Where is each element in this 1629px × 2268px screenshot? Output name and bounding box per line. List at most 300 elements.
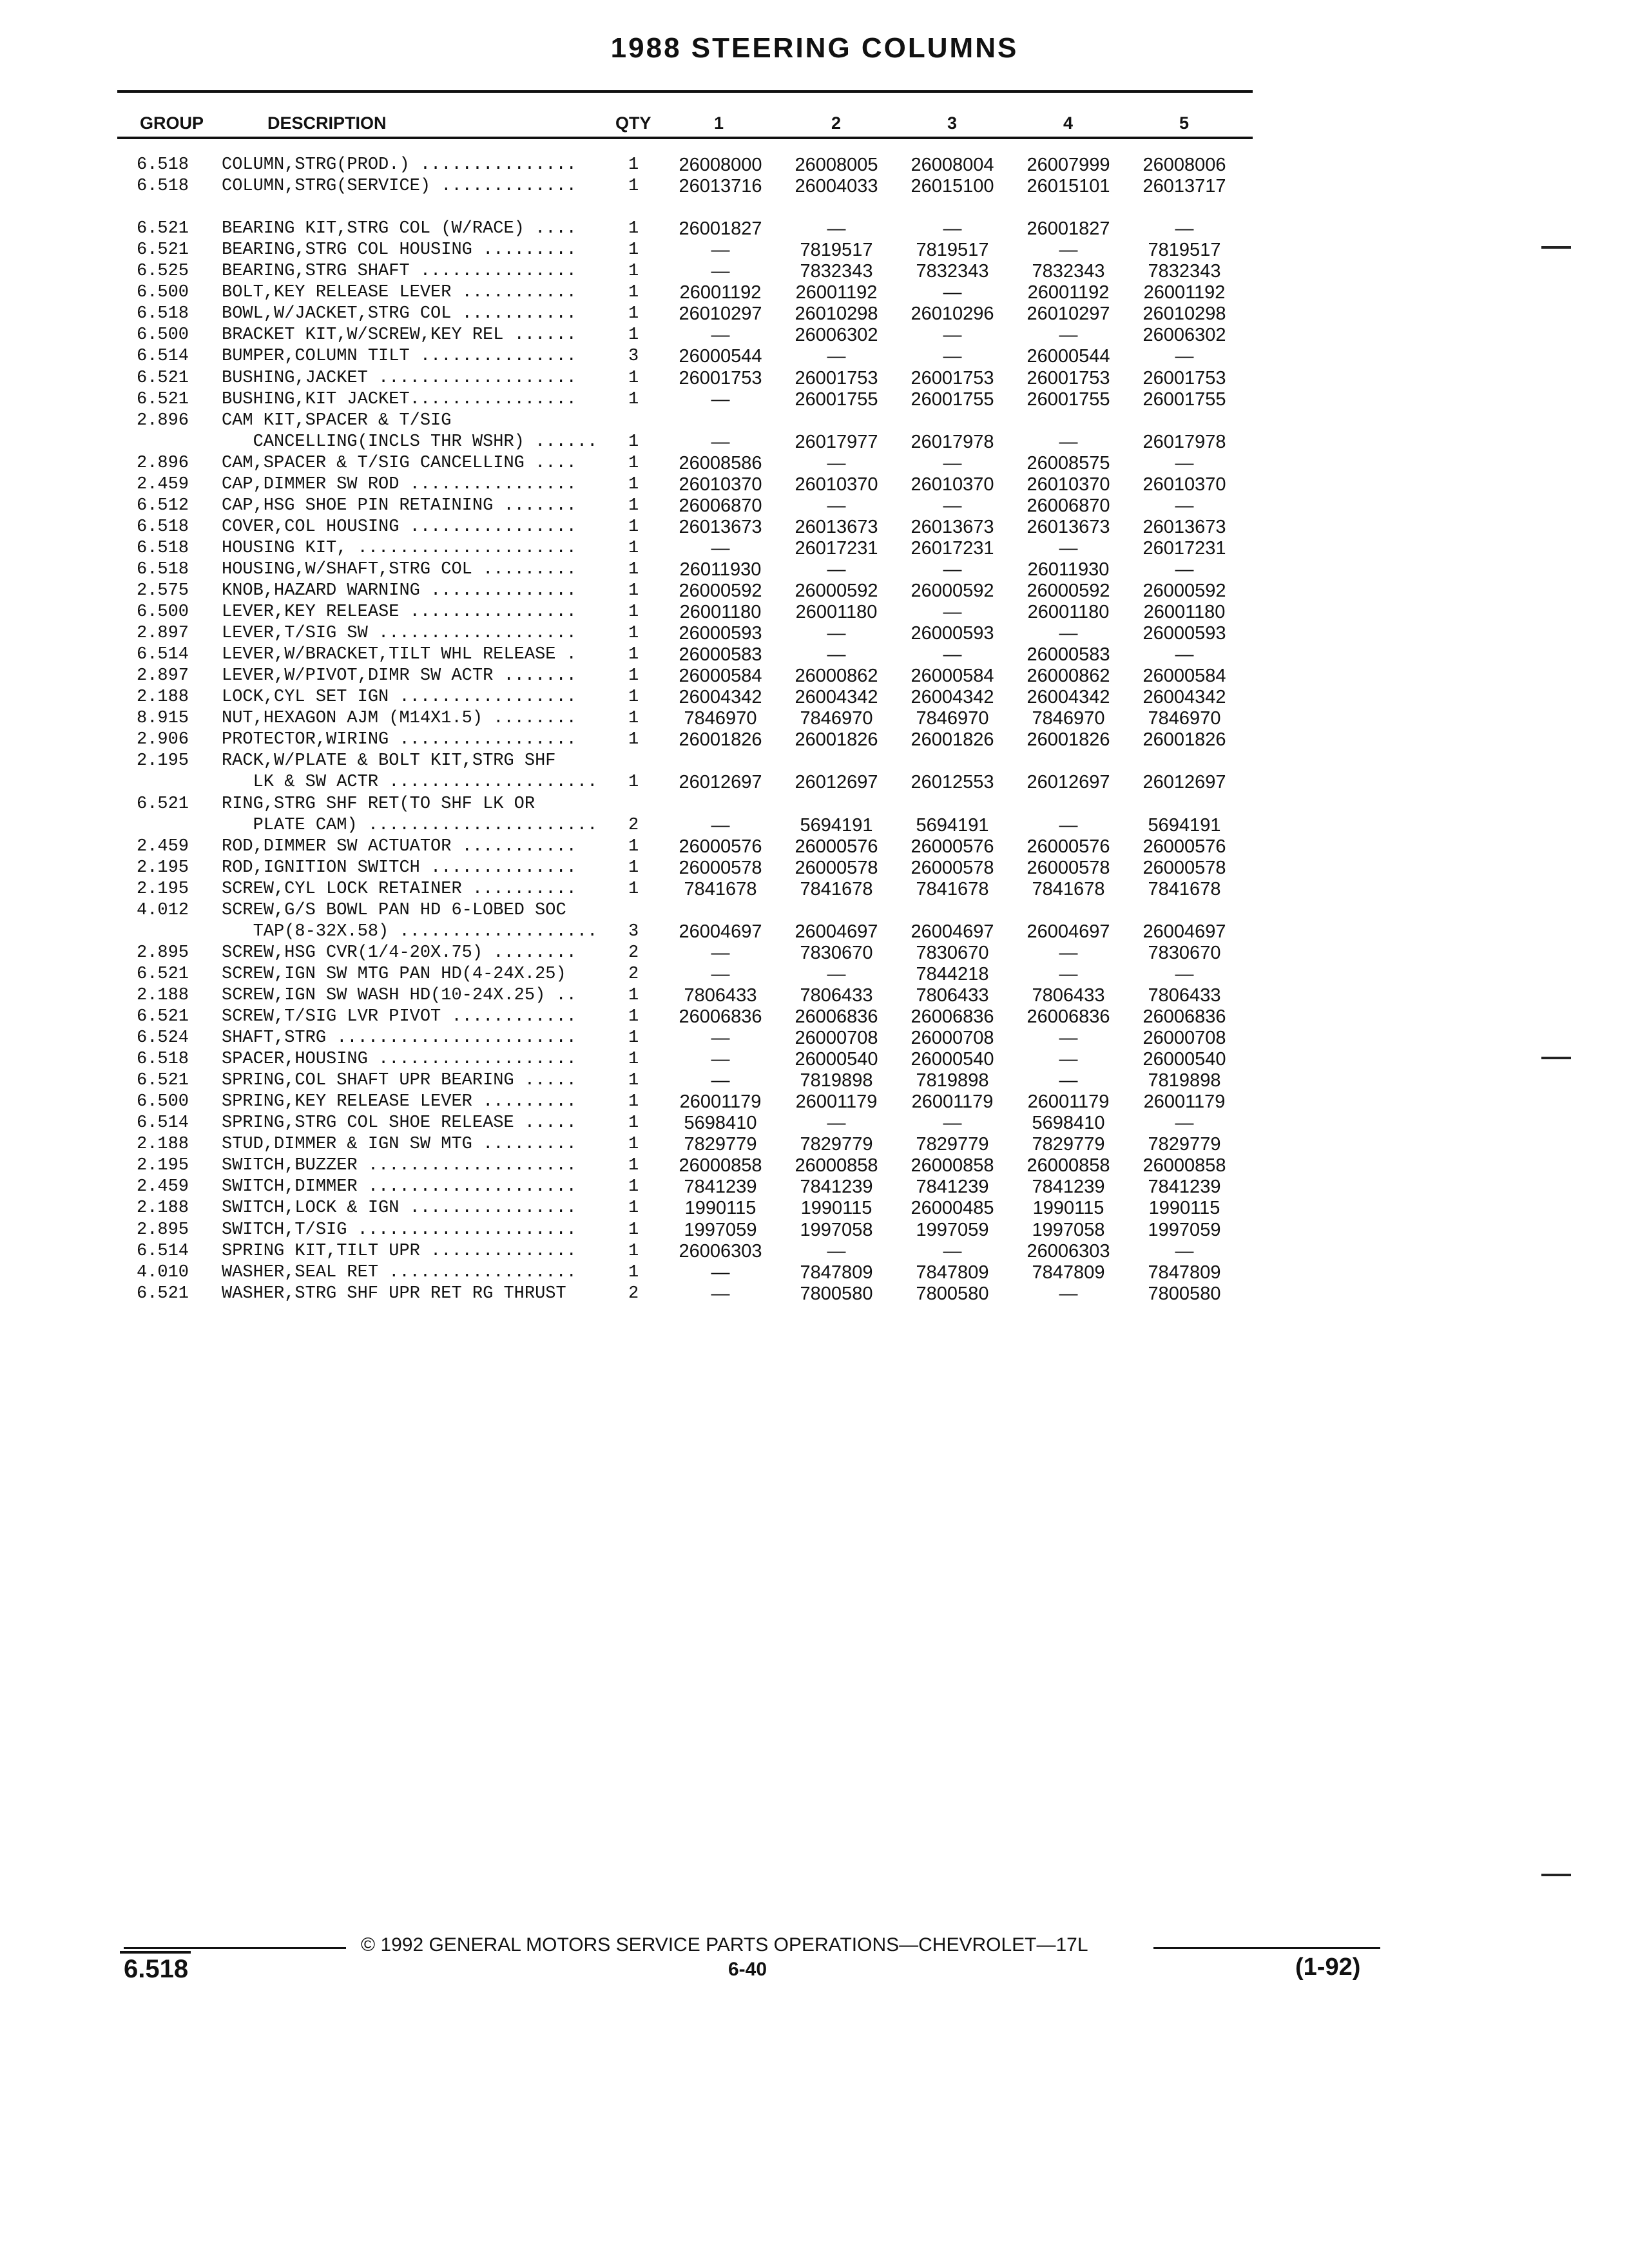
part-number-cell: 26012697 [795,772,878,793]
group-cell: 6.500 [137,283,189,303]
part-number-cell: 26017231 [911,537,994,559]
qty-cell: 1 [628,1198,639,1218]
description-cell: SPRING KIT,TILT UPR .............. [222,1241,577,1261]
part-number-cell: 7841678 [800,878,873,899]
qty-cell: 1 [628,1135,639,1155]
part-number-cell: 7846970 [1148,708,1221,729]
header-description: DESCRIPTION [267,113,387,133]
part-number-cell: 26013673 [1142,516,1226,537]
part-number-cell: 26001827 [679,218,762,240]
header-col-3: 3 [947,113,958,133]
description-cell: BOWL,W/JACKET,STRG COL ........... [222,304,577,324]
part-number-cell: 7841239 [684,1177,757,1198]
table-row [0,155,1629,176]
table-row [0,581,1629,602]
qty-cell: 1 [628,1028,639,1048]
part-number-cell: — [943,602,962,623]
qty-cell: 1 [628,1156,639,1176]
part-number-cell: 26000578 [911,857,994,878]
table-row [0,1177,1629,1198]
group-cell: 2.897 [137,624,189,644]
part-number-cell: 26006302 [1142,325,1226,346]
part-number-cell: 26004342 [1027,687,1110,708]
part-number-cell: 1997059 [1148,1219,1221,1240]
qty-cell: 1 [628,1262,639,1282]
qty-cell: 1 [628,687,639,707]
part-number-cell: 26013673 [911,516,994,537]
description-cell: CAM,SPACER & T/SIG CANCELLING .... [222,453,577,473]
qty-cell: 1 [628,1177,639,1197]
description-cell: PLATE CAM) ...................... [222,815,598,835]
description-cell: BRACKET KIT,W/SCREW,KEY REL ...... [222,325,577,345]
qty-cell: 1 [628,304,639,324]
qty-cell: 1 [628,666,639,686]
margin-mark [1541,246,1571,249]
table-row [0,794,1629,815]
table-row [0,346,1629,367]
part-number-cell: 7832343 [916,261,989,282]
part-number-cell: 26010370 [1027,474,1110,495]
part-number-cell: — [827,963,846,985]
part-number-cell: 26010298 [1142,303,1226,325]
table-row [0,623,1629,644]
part-number-cell: 7819517 [800,240,873,261]
part-number-cell: — [827,218,846,240]
group-cell: 4.012 [137,900,189,920]
footer-rule-right [1153,1947,1380,1949]
group-cell: 6.521 [137,1071,189,1091]
description-cell: PROTECTOR,WIRING ................. [222,730,577,750]
part-number-cell: — [711,1070,730,1091]
part-number-cell: 7819898 [916,1070,989,1091]
part-number-cell: 26012697 [1142,772,1226,793]
part-number-cell: 7832343 [800,261,873,282]
part-number-cell: — [827,559,846,580]
part-number-cell: — [1175,559,1194,580]
part-number-cell: — [943,495,962,516]
part-number-cell: 7819898 [800,1070,873,1091]
description-cell: SWITCH,LOCK & IGN ................ [222,1198,577,1218]
part-number-cell: 26001192 [679,282,762,303]
part-number-cell: 26001755 [1027,389,1110,410]
part-number-cell: — [711,1028,730,1049]
part-number-cell: 26000540 [911,1049,994,1070]
qty-cell: 1 [628,602,639,622]
part-number-cell: 26017231 [795,537,878,559]
part-number-cell: — [1059,1283,1078,1304]
qty-cell: 1 [628,836,639,856]
part-number-cell: 26001753 [1027,367,1110,389]
part-number-cell: 26006836 [1027,1006,1110,1027]
table-row [0,559,1629,581]
qty-cell: 3 [628,921,639,941]
qty-cell: 1 [628,538,639,558]
part-number-cell: 1997058 [1032,1219,1105,1240]
footer-rule-left [124,1947,346,1949]
group-cell: 2.195 [137,879,189,899]
part-number-cell: — [1059,1070,1078,1091]
description-cell: BEARING,STRG COL HOUSING ......... [222,240,577,260]
part-number-cell: 7846970 [800,708,873,729]
description-cell: ROD,DIMMER SW ACTUATOR ........... [222,836,577,856]
part-number-cell: 7800580 [800,1283,873,1304]
qty-cell: 1 [628,474,639,494]
part-number-cell: — [711,240,730,261]
qty-cell: 1 [628,1220,639,1240]
description-cell: CAP,HSG SHOE PIN RETAINING ....... [222,495,577,515]
part-number-cell: — [1175,218,1194,240]
part-number-cell: 7806433 [1032,985,1105,1006]
qty-cell: 1 [628,432,639,452]
group-cell: 2.188 [137,687,189,707]
part-number-cell: 26001180 [1143,602,1226,623]
part-number-cell: 26015100 [911,176,994,197]
part-number-cell: — [827,495,846,516]
table-row [0,772,1629,793]
part-number-cell: 26001753 [1142,367,1226,389]
group-cell: 6.514 [137,1241,189,1261]
part-number-cell: 26010298 [795,303,878,325]
header-col-4: 4 [1063,113,1074,133]
part-number-cell: 26004342 [1142,687,1226,708]
part-number-cell: 7832343 [1148,261,1221,282]
part-number-cell: — [943,218,962,240]
part-number-cell: 26000593 [911,623,994,644]
part-number-cell: 26001826 [1142,729,1226,751]
table-row [0,517,1629,538]
part-number-cell: — [711,963,730,985]
part-number-cell: 26004033 [795,176,878,197]
part-number-cell: 26010296 [911,303,994,325]
part-number-cell: 7800580 [916,1283,989,1304]
group-cell: 6.521 [137,240,189,260]
group-cell: 6.521 [137,1007,189,1026]
part-number-cell: 7847809 [800,1262,873,1283]
part-number-cell: 26010370 [795,474,878,495]
group-cell: 6.521 [137,1283,189,1303]
part-number-cell: 7841678 [684,878,757,899]
part-number-cell: 7847809 [1148,1262,1221,1283]
part-number-cell: — [943,644,962,666]
part-number-cell: — [1059,1049,1078,1070]
part-number-cell: 7829779 [916,1134,989,1155]
qty-cell: 1 [628,581,639,601]
qty-cell: 1 [628,240,639,260]
part-number-cell: 26000584 [1142,666,1226,687]
description-cell: SCREW,G/S BOWL PAN HD 6-LOBED SOC [222,900,566,920]
group-cell: 2.896 [137,410,189,430]
description-cell: LEVER,KEY RELEASE ................ [222,602,577,622]
part-number-cell: 26001180 [679,602,762,623]
group-cell: 6.500 [137,325,189,345]
table-row [0,261,1629,282]
qty-cell: 1 [628,773,639,793]
description-cell: LEVER,W/BRACKET,TILT WHL RELEASE . [222,645,577,665]
part-number-cell: 5694191 [916,814,989,836]
header-col-2: 2 [831,113,842,133]
part-number-cell: 26010370 [911,474,994,495]
table-row [0,474,1629,495]
part-number-cell: 26000544 [1027,346,1110,367]
table-row [0,1220,1629,1241]
part-number-cell: — [711,814,730,836]
part-number-cell: 26001179 [1143,1091,1226,1113]
qty-cell: 1 [628,495,639,515]
part-number-cell: 7806433 [800,985,873,1006]
part-number-cell: 26001753 [795,367,878,389]
table-row [0,708,1629,729]
part-number-cell: 7841239 [1148,1177,1221,1198]
part-number-cell: — [711,389,730,410]
part-number-cell: 7806433 [916,985,989,1006]
part-number-cell: 26008575 [1027,452,1110,474]
part-number-cell: 26000578 [795,857,878,878]
part-number-cell: 26000592 [795,581,878,601]
description-cell: SHAFT,STRG ....................... [222,1028,577,1048]
table-row [0,1113,1629,1134]
table-row [0,303,1629,325]
part-number-cell: 26017978 [1142,431,1226,452]
part-number-cell: 1997058 [800,1219,873,1240]
part-number-cell: 5698410 [684,1113,757,1134]
part-number-cell: 26000583 [1027,644,1110,666]
description-cell: LEVER,W/PIVOT,DIMR SW ACTR ....... [222,666,577,686]
part-number-cell: 7846970 [684,708,757,729]
description-cell: BEARING,STRG SHAFT ............... [222,262,577,282]
part-number-cell: — [711,1049,730,1070]
part-number-cell: 26008586 [679,452,762,474]
description-cell: HOUSING,W/SHAFT,STRG COL ......... [222,559,577,579]
part-number-cell: 7844218 [916,963,989,985]
page-title: 1988 STEERING COLUMNS [610,32,1019,64]
part-number-cell: — [1175,963,1194,985]
part-number-cell: — [1059,942,1078,963]
qty-cell: 1 [628,624,639,644]
part-number-cell: 26000858 [795,1155,878,1177]
part-number-cell: — [1059,814,1078,836]
part-number-cell: 26000584 [679,666,762,687]
header-qty: QTY [615,113,651,133]
qty-cell: 1 [628,559,639,579]
part-number-cell: 26010297 [1027,303,1110,325]
part-number-cell: — [1175,495,1194,516]
part-number-cell: 26011930 [1027,559,1110,580]
description-cell: NUT,HEXAGON AJM (M14X1.5) ........ [222,709,577,729]
description-cell: SCREW,CYL LOCK RETAINER .......... [222,879,577,899]
part-number-cell: 26010297 [679,303,762,325]
part-number-cell: 26000578 [679,857,762,878]
part-number-cell: 26008000 [679,155,762,175]
group-cell: 6.518 [137,517,189,537]
qty-cell: 1 [628,985,639,1005]
group-cell: 6.500 [137,1092,189,1112]
qty-cell: 1 [628,645,639,665]
part-number-cell: 26001179 [679,1091,762,1113]
group-cell: 2.897 [137,666,189,686]
part-number-cell: — [1059,325,1078,346]
part-number-cell: 26000485 [911,1198,994,1219]
part-number-cell: 26000858 [1027,1155,1110,1177]
footer-group-number: 6.518 [124,1955,189,1983]
table-row [0,666,1629,687]
part-number-cell: — [1175,452,1194,474]
part-number-cell: 7829779 [684,1134,757,1155]
part-number-cell: — [1059,431,1078,452]
group-cell: 2.896 [137,453,189,473]
part-number-cell: 26001755 [795,389,878,410]
part-number-cell: — [711,537,730,559]
part-number-cell: 1997059 [684,1219,757,1240]
part-number-cell: 26004697 [911,921,994,942]
table-row [0,495,1629,517]
part-number-cell: 26013717 [1142,176,1226,197]
part-number-cell: 26001826 [795,729,878,751]
group-cell: 2.188 [137,1135,189,1155]
description-cell: HOUSING KIT, ..................... [222,538,577,558]
part-number-cell: — [1059,1028,1078,1049]
part-number-cell: 7841678 [1032,878,1105,899]
qty-cell: 1 [628,177,639,197]
table-row [0,1134,1629,1155]
description-cell: SCREW,T/SIG LVR PIVOT ............ [222,1007,577,1026]
part-number-cell: 7846970 [916,708,989,729]
part-number-cell: — [1175,1113,1194,1134]
part-number-cell: 26006836 [911,1006,994,1027]
part-number-cell: 26006303 [1027,1240,1110,1262]
table-row [0,1283,1629,1305]
qty-cell: 1 [628,262,639,282]
part-number-cell: 26012697 [1027,772,1110,793]
qty-cell: 1 [628,1071,639,1091]
part-number-cell: 1990115 [1032,1198,1104,1219]
part-number-cell: 26001192 [1027,282,1110,303]
part-number-cell: — [1059,623,1078,644]
group-cell: 2.895 [137,943,189,963]
footer-group-underline [120,1951,191,1954]
group-cell: 4.010 [137,1262,189,1282]
group-cell: 6.524 [137,1028,189,1048]
description-cell: SWITCH,BUZZER .................... [222,1156,577,1176]
description-cell: WASHER,STRG SHF UPR RET RG THRUST [222,1283,566,1303]
part-number-cell: 26000862 [795,666,878,687]
part-number-cell: 26000578 [1027,857,1110,878]
description-cell: CANCELLING(INCLS THR WSHR) ...... [222,432,598,452]
table-row [0,1091,1629,1113]
part-number-cell: 26000576 [679,836,762,857]
part-number-cell: — [711,325,730,346]
part-number-cell: 26001192 [795,282,878,303]
part-number-cell: 26008004 [911,155,994,175]
part-number-cell: 26000576 [795,836,878,857]
part-number-cell: 26000583 [679,644,762,666]
table-row [0,602,1629,623]
table-row [0,879,1629,900]
part-number-cell: — [827,1113,846,1134]
part-number-cell: 26000540 [795,1049,878,1070]
part-number-cell: — [943,1240,962,1262]
group-cell: 2.195 [137,1156,189,1176]
qty-cell: 1 [628,517,639,537]
table-row [0,197,1629,218]
part-number-cell: 26000584 [911,666,994,687]
description-cell: SPRING,KEY RELEASE LEVER ......... [222,1092,577,1112]
header-col-1: 1 [714,113,724,133]
part-number-cell: 7800580 [1148,1283,1221,1304]
part-number-cell: 26011930 [679,559,762,580]
part-number-cell: 26001755 [1142,389,1226,410]
table-row [0,218,1629,240]
part-number-cell: — [711,431,730,452]
part-number-cell: 26006302 [795,325,878,346]
part-number-cell: 26006836 [1142,1006,1226,1027]
table-row [0,1262,1629,1283]
description-cell: COLUMN,STRG(SERVICE) ............. [222,177,577,197]
part-number-cell: 26000540 [1142,1049,1226,1070]
part-number-cell: — [827,346,846,367]
description-cell: ROD,IGNITION SWITCH .............. [222,858,577,878]
group-cell: 6.521 [137,368,189,388]
header-top-rule [117,90,1253,93]
part-number-cell: 26010370 [679,474,762,495]
part-number-cell: 26000592 [911,581,994,601]
part-number-cell: 26006836 [679,1006,762,1027]
table-row [0,1006,1629,1028]
table-row [0,943,1629,964]
part-number-cell: 1990115 [1148,1198,1220,1219]
qty-cell: 1 [628,283,639,303]
group-cell: 6.518 [137,1050,189,1070]
group-cell: 2.575 [137,581,189,601]
part-number-cell: — [943,282,962,303]
part-number-cell: — [711,1283,730,1304]
part-number-cell: 26000858 [679,1155,762,1177]
margin-mark [1541,1057,1571,1059]
part-number-cell: 5694191 [800,814,873,836]
part-number-cell: 26001826 [679,729,762,751]
part-number-cell: — [1175,1240,1194,1262]
table-row [0,432,1629,453]
description-cell: RACK,W/PLATE & BOLT KIT,STRG SHF [222,751,556,771]
description-cell: COVER,COL HOUSING ................ [222,517,577,537]
part-number-cell: 26000862 [1027,666,1110,687]
table-row [0,900,1629,921]
part-number-cell: 26013673 [1027,516,1110,537]
part-number-cell: 26008005 [795,155,878,175]
header-group: GROUP [140,113,204,133]
group-cell: 6.512 [137,495,189,515]
part-number-cell: 26000576 [1142,836,1226,857]
part-number-cell: 1997059 [916,1219,989,1240]
part-number-cell: 26000858 [1142,1155,1226,1177]
part-number-cell: 26000593 [1142,623,1226,644]
part-number-cell: 26000858 [911,1155,994,1177]
group-cell: 2.195 [137,858,189,878]
part-number-cell: 26001179 [911,1091,994,1113]
part-number-cell: — [827,452,846,474]
part-number-cell: 7841239 [916,1177,989,1198]
margin-mark [1541,1874,1571,1876]
part-number-cell: 26000578 [1142,857,1226,878]
description-cell: TAP(8-32X.58) ................... [222,921,598,941]
part-number-cell: — [1175,644,1194,666]
group-cell: 6.525 [137,262,189,282]
header-bottom-rule [117,137,1253,139]
part-number-cell: 7806433 [1148,985,1221,1006]
part-number-cell: — [943,1113,962,1134]
group-cell: 6.518 [137,538,189,558]
qty-cell: 1 [628,155,639,175]
part-number-cell: 7841678 [916,878,989,899]
